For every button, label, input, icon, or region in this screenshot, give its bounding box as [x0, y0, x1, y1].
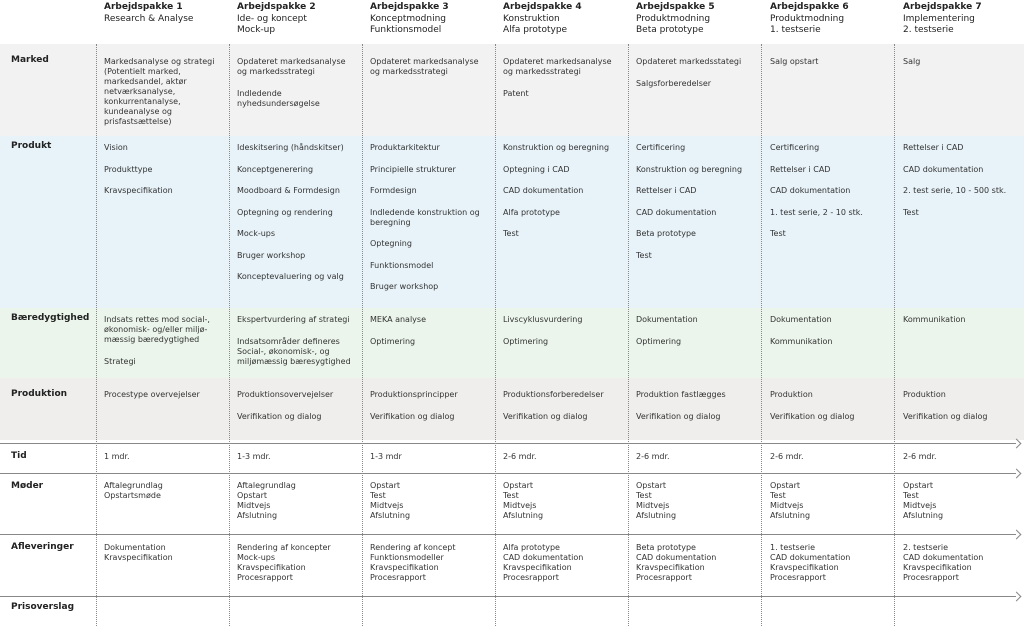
cell-item: Opdateret markedsstategi — [636, 57, 742, 66]
cell-tid — [237, 452, 354, 462]
cell-marked — [370, 57, 487, 89]
cell-moder — [370, 481, 487, 521]
cell-item: Formdesign — [370, 186, 417, 195]
cell-produkt — [636, 143, 753, 272]
cell-item: Afslutning — [903, 511, 944, 520]
cell-item: Produktion — [903, 390, 946, 399]
cell-item: Bruger workshop — [237, 250, 306, 260]
cell-item: Procestype overvejelser — [104, 390, 200, 399]
cell-item: Mock-ups — [237, 553, 276, 562]
cell-baeredygtighed — [770, 315, 887, 358]
cell-item: Konceptgenerering — [237, 164, 314, 174]
cell-item: Produktionsforberedelser — [503, 390, 604, 399]
cell-item: Rettelser i CAD — [903, 143, 964, 152]
cell-item: 1. test serie, 2 - 10 stk. — [770, 207, 863, 217]
cell-produktion — [503, 390, 620, 433]
cell-item: Test — [503, 229, 519, 238]
cell-item: Markedsanalyse og strategi (Potentielt marked, markedsandel, aktør netværksanalyse, konkurrentanalyse, kundeanalyse og prisfastsættelse) — [104, 57, 215, 126]
cell-item: Strategi — [104, 356, 136, 366]
cell-item: Mock-ups — [237, 229, 276, 238]
cell-item: Opstart — [503, 481, 534, 490]
cell-produktion — [770, 390, 887, 433]
cell-produkt — [770, 143, 887, 251]
cell-item: Optegning i CAD — [503, 164, 570, 174]
cell-item: Opstart — [903, 481, 934, 490]
column-header-subtitle: 1. testserie — [770, 25, 821, 35]
cell-item: Livscyklusvurdering — [503, 315, 583, 324]
column-header — [636, 2, 761, 37]
column-header — [237, 2, 362, 37]
cell-item: Optimering — [636, 336, 682, 346]
cell-item: 1 mdr. — [104, 452, 130, 461]
cell-afleveringer — [503, 543, 620, 583]
cell-produktion — [370, 390, 487, 433]
cell-item: Kravspecifikation — [104, 553, 173, 562]
cell-item: Test — [503, 491, 519, 500]
cell-marked — [503, 57, 620, 110]
cell-item: Konstruktion og beregning — [503, 143, 610, 152]
cell-item: Beta prototype — [636, 543, 696, 552]
cell-afleveringer — [770, 543, 887, 583]
cell-tid — [104, 452, 221, 462]
cell-item: Certificering — [636, 143, 686, 152]
cell-item: 2-6 mdr. — [503, 452, 537, 461]
cell-item: Midtvejs — [370, 501, 404, 510]
column-header — [370, 2, 495, 37]
cell-baeredygtighed — [104, 315, 221, 378]
column-header-subtitle: Produktmodning — [636, 13, 711, 24]
cell-item: Verifikation og dialog — [503, 411, 588, 421]
cell-afleveringer — [237, 543, 354, 583]
column-divider — [229, 44, 230, 626]
cell-item: Opstartsmøde — [104, 491, 161, 500]
cell-item: Opstart — [770, 481, 801, 490]
cell-produkt — [370, 143, 487, 304]
cell-item: CAD dokumentation — [636, 207, 717, 217]
column-header-subtitle: Beta prototype — [636, 25, 704, 35]
cell-produkt — [503, 143, 620, 251]
row-label-produkt: Produkt — [11, 141, 52, 151]
column-header-subtitle: Mock-up — [237, 25, 276, 35]
cell-item: Kommunikation — [770, 336, 833, 346]
cell-item: Test — [770, 229, 786, 238]
cell-item: Verifikation og dialog — [237, 411, 322, 421]
column-header-title: Arbejdspakke 5 — [636, 2, 715, 12]
cell-item: Procesrapport — [903, 573, 959, 582]
cell-item: CAD dokumentation — [903, 553, 984, 562]
cell-item: Konstruktion og beregning — [636, 164, 743, 174]
cell-item: Funktionsmodeller — [370, 553, 444, 562]
cell-item: Test — [636, 491, 652, 500]
column-divider — [362, 44, 363, 626]
row-label-moder: Møder — [11, 481, 44, 491]
cell-item: Produktion fastlægges — [636, 390, 726, 399]
cell-item: Salg — [903, 57, 921, 66]
cell-item: Beta prototype — [636, 229, 696, 238]
cell-item: Test — [636, 250, 652, 260]
cell-item: Rettelser i CAD — [770, 164, 831, 174]
cell-item: Kravspecifikation — [503, 563, 572, 572]
column-header-subtitle: Konceptmodning — [370, 13, 446, 24]
cell-item: Midtvejs — [903, 501, 937, 510]
column-divider — [495, 44, 496, 626]
row-label-produktion: Produktion — [11, 389, 68, 399]
timeline-separator — [0, 534, 1016, 535]
timeline-separator — [0, 473, 1016, 474]
cell-item: Opdateret markedsanalyse og markedsstrategi — [237, 57, 346, 76]
column-header-title: Arbejdspakke 7 — [903, 2, 982, 12]
cell-tid — [903, 452, 1020, 462]
cell-item: Certificering — [770, 143, 820, 152]
arrow-right-icon — [1012, 592, 1022, 602]
column-divider — [894, 44, 895, 626]
cell-item: Vision — [104, 143, 128, 152]
cell-item: Indsats rettes mod social-, økonomisk- og/eller miljø-mæssig bæredygtighed — [104, 315, 210, 344]
cell-item: Ideskitsering (håndskitser) — [237, 143, 344, 152]
cell-moder — [636, 481, 753, 521]
cell-item: Indledende nyhedsundersøgelse — [237, 88, 320, 108]
column-header-subtitle: Produktmodning — [770, 13, 845, 24]
cell-moder — [503, 481, 620, 521]
cell-item: Produktion — [770, 390, 813, 399]
cell-item: Produkttype — [104, 164, 153, 174]
cell-item: Test — [903, 207, 919, 217]
arrow-right-icon — [1012, 439, 1022, 449]
column-header-title: Arbejdspakke 1 — [104, 2, 183, 12]
column-header-subtitle: Research & Analyse — [104, 13, 194, 24]
cell-item: Optegning — [370, 239, 412, 248]
cell-item: Rendering af koncepter — [237, 543, 331, 552]
column-header — [104, 2, 229, 25]
cell-item: Indledende konstruktion og beregning — [370, 207, 480, 227]
row-label-prisoverslag: Prisoverslag — [11, 602, 75, 612]
column-divider — [761, 44, 762, 626]
column-header-subtitle: Ide- og koncept — [237, 13, 307, 24]
cell-item: Midtvejs — [503, 501, 537, 510]
cell-produkt — [237, 143, 354, 294]
cell-item: Afslutning — [503, 511, 544, 520]
cell-item: MEKA analyse — [370, 315, 426, 324]
cell-item: Procesrapport — [370, 573, 426, 582]
cell-item: Opstart — [237, 491, 268, 500]
cell-item: Principielle strukturer — [370, 164, 456, 174]
cell-item: Aftalegrundlag — [104, 481, 163, 490]
arrow-right-icon — [1012, 469, 1022, 479]
arrow-right-icon — [1012, 530, 1022, 540]
cell-baeredygtighed — [503, 315, 620, 358]
column-header — [503, 2, 628, 37]
cell-item: Patent — [503, 88, 529, 98]
cell-produktion — [237, 390, 354, 433]
row-label-tid: Tid — [11, 451, 27, 461]
timeline-separator — [0, 596, 1016, 597]
cell-item: Opdateret markedsanalyse og markedsstrategi — [503, 57, 612, 76]
cell-afleveringer — [104, 543, 221, 563]
cell-item: Moodboard & Formdesign — [237, 186, 340, 195]
cell-item: Indsatsområder defineres Social-, økonomisk-, og miljømæssig bæresygtighed — [237, 336, 351, 366]
cell-item: 1. testserie — [770, 543, 816, 552]
cell-item: Kravspecifikation — [770, 563, 839, 572]
column-header-subtitle: Konstruktion — [503, 13, 560, 24]
cell-item: Procesrapport — [503, 573, 559, 582]
cell-item: Bruger workshop — [370, 282, 439, 291]
cell-marked — [903, 57, 1020, 79]
row-label-afleveringer: Afleveringer — [11, 542, 74, 552]
cell-item: Alfa prototype — [503, 543, 560, 552]
cell-item: Produktionsprincipper — [370, 390, 458, 399]
cell-item: Ekspertvurdering af strategi — [237, 315, 350, 324]
cell-afleveringer — [903, 543, 1020, 583]
cell-moder — [237, 481, 354, 521]
cell-item: Optimering — [370, 336, 416, 346]
column-header-subtitle: Funktionsmodel — [370, 25, 442, 35]
cell-item: Procesrapport — [636, 573, 692, 582]
cell-item: Aftalegrundlag — [237, 481, 296, 490]
cell-item: Afslutning — [370, 511, 411, 520]
cell-produktion — [636, 390, 753, 433]
cell-marked — [237, 57, 354, 120]
cell-item: 1-3 mdr — [370, 452, 402, 461]
column-divider — [96, 44, 97, 626]
cell-item: Verifikation og dialog — [903, 411, 988, 421]
cell-tid — [370, 452, 487, 462]
cell-produktion — [104, 390, 221, 412]
cell-tid — [503, 452, 620, 462]
cell-moder — [770, 481, 887, 521]
column-header-subtitle: Implementering — [903, 13, 975, 24]
cell-baeredygtighed — [903, 315, 1020, 337]
cell-item: Kravspecifikation — [370, 563, 439, 572]
column-header-subtitle: Alfa prototype — [503, 25, 568, 35]
cell-tid — [770, 452, 887, 462]
column-header-title: Arbejdspakke 3 — [370, 2, 449, 12]
cell-item: Test — [770, 491, 786, 500]
cell-item: Test — [903, 491, 919, 500]
cell-item: Rettelser i CAD — [636, 186, 697, 195]
cell-item: 2-6 mdr. — [770, 452, 804, 461]
cell-marked — [770, 57, 887, 79]
cell-item: CAD dokumentation — [770, 186, 851, 195]
cell-item: Funktionsmodel — [370, 260, 434, 270]
cell-marked — [104, 57, 221, 139]
cell-item: Procesrapport — [237, 573, 293, 582]
cell-item: 2. test serie, 10 - 500 stk. — [903, 186, 1007, 195]
cell-item: Verifikation og dialog — [770, 411, 855, 421]
cell-item: Dokumentation — [636, 315, 698, 324]
cell-item: Kravspecifikation — [104, 186, 173, 195]
cell-item: Opdateret markedsanalyse og markedsstrategi — [370, 57, 479, 76]
column-header-title: Arbejdspakke 6 — [770, 2, 849, 12]
cell-item: CAD dokumentation — [503, 553, 584, 562]
cell-item: Afslutning — [770, 511, 811, 520]
cell-item: Salg opstart — [770, 57, 819, 66]
cell-item: Konceptevaluering og valg — [237, 272, 344, 281]
cell-item: Verifikation og dialog — [370, 411, 455, 421]
cell-baeredygtighed — [370, 315, 487, 358]
cell-produkt — [903, 143, 1020, 229]
cell-tid — [636, 452, 753, 462]
column-header-title: Arbejdspakke 2 — [237, 2, 316, 12]
cell-item: Kravspecifikation — [636, 563, 705, 572]
cell-afleveringer — [636, 543, 753, 583]
cell-item: 2. testserie — [903, 543, 949, 552]
cell-item: Dokumentation — [770, 315, 832, 324]
cell-moder — [104, 481, 221, 501]
cell-item: 2-6 mdr. — [903, 452, 937, 461]
cell-produktion — [903, 390, 1020, 433]
cell-item: Afslutning — [636, 511, 677, 520]
column-divider — [628, 44, 629, 626]
column-header-subtitle: 2. testserie — [903, 25, 954, 35]
column-header-title: Arbejdspakke 4 — [503, 2, 582, 12]
cell-item: Midtvejs — [237, 501, 271, 510]
cell-item: 1-3 mdr. — [237, 452, 271, 461]
cell-item: Opstart — [370, 481, 401, 490]
row-label-marked: Marked — [11, 55, 49, 65]
cell-item: CAD dokumentation — [636, 553, 717, 562]
cell-afleveringer — [370, 543, 487, 583]
cell-item: Rendering af koncept — [370, 543, 456, 552]
cell-item: Procesrapport — [770, 573, 826, 582]
cell-item: Salgsforberedelser — [636, 78, 712, 88]
cell-item: Verifikation og dialog — [636, 411, 721, 421]
cell-baeredygtighed — [636, 315, 753, 358]
cell-item: Kommunikation — [903, 315, 966, 324]
column-header — [770, 2, 895, 37]
cell-item: Produktionsovervejelser — [237, 390, 334, 399]
cell-item: Produktarkitektur — [370, 143, 440, 152]
cell-item: Midtvejs — [636, 501, 670, 510]
column-header — [903, 2, 1024, 37]
cell-item: CAD dokumentation — [903, 164, 984, 174]
cell-produkt — [104, 143, 221, 208]
cell-item: Dokumentation — [104, 543, 166, 552]
cell-item: Opstart — [636, 481, 667, 490]
cell-item: Kravspecifikation — [903, 563, 972, 572]
cell-marked — [636, 57, 753, 100]
cell-moder — [903, 481, 1020, 521]
cell-item: Midtvejs — [770, 501, 804, 510]
timeline-separator — [0, 443, 1016, 444]
cell-item: Kravspecifikation — [237, 563, 306, 572]
cell-item: Test — [370, 491, 386, 500]
cell-item: 2-6 mdr. — [636, 452, 670, 461]
cell-item: Optimering — [503, 336, 549, 346]
row-label-baeredygtighed: Bæredygtighed — [11, 313, 90, 323]
cell-baeredygtighed — [237, 315, 354, 378]
cell-item: Optegning og rendering — [237, 207, 333, 217]
cell-item: CAD dokumentation — [770, 553, 851, 562]
cell-item: Afslutning — [237, 511, 278, 520]
cell-item: CAD dokumentation — [503, 186, 584, 195]
cell-item: Alfa prototype — [503, 207, 560, 217]
